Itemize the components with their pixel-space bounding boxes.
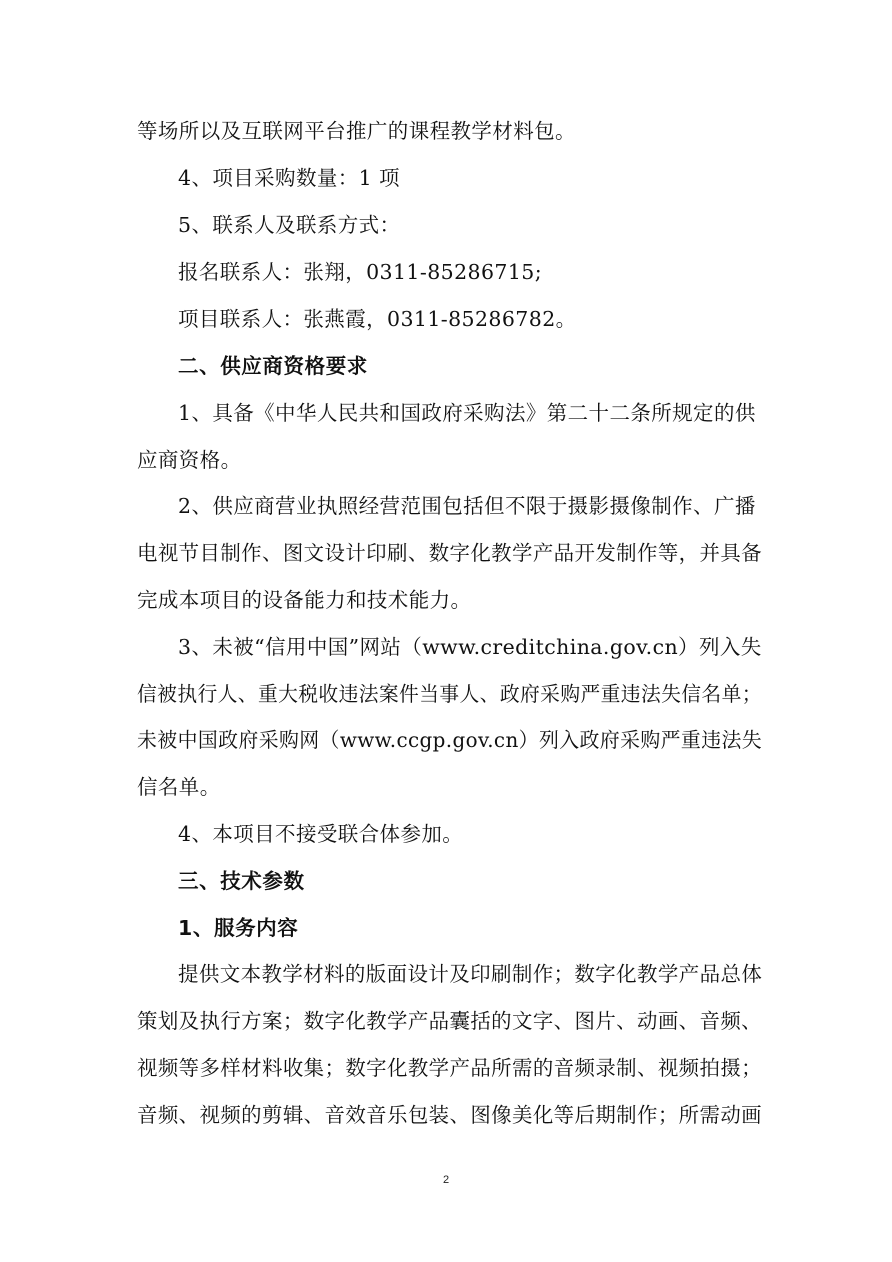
page-number: 2	[442, 1174, 450, 1186]
body-text-line: 等场所以及互联网平台推广的课程教学材料包。	[137, 119, 576, 143]
body-text-line: 电视节目制作、图文设计印刷、数字化教学产品开发制作等，并具备	[137, 541, 762, 565]
contact-line: 项目联系人：张燕霞，0311-85286782。	[178, 307, 577, 331]
body-text-line: 音频、视频的剪辑、音效音乐包装、图像美化等后期制作；所需动画	[137, 1103, 762, 1127]
body-text-line: 未被中国政府采购网（www.ccgp.gov.cn）列入政府采购严重违法失	[137, 728, 763, 752]
section-heading: 三、技术参数	[178, 869, 305, 893]
body-text-line: 信被执行人、重大税收违法案件当事人、政府采购严重违法失信名单；	[137, 682, 762, 706]
section-heading: 二、供应商资格要求	[178, 354, 368, 378]
body-text-line: 信名单。	[137, 775, 221, 799]
body-text-line: 完成本项目的设备能力和技术能力。	[137, 588, 472, 612]
body-text-line: 1、具备《中华人民共和国政府采购法》第二十二条所规定的供	[178, 401, 756, 425]
body-text-line: 应商资格。	[137, 448, 242, 472]
body-text-line: 提供文本教学材料的版面设计及印刷制作；数字化教学产品总体	[178, 962, 763, 986]
body-text-line: 视频等多样材料收集；数字化教学产品所需的音频录制、视频拍摄；	[137, 1056, 762, 1080]
contact-line: 报名联系人：张翔，0311-85286715;	[178, 260, 543, 284]
subsection-heading: 1、服务内容	[178, 916, 299, 940]
body-text-line: 2、供应商营业执照经营范围包括但不限于摄影摄像制作、广播	[178, 494, 756, 518]
body-text-line: 5、联系人及联系方式：	[178, 213, 401, 237]
body-text-line: 3、未被“信用中国”网站（www.creditchina.gov.cn）列入失	[178, 635, 762, 659]
body-text-line: 4、本项目不接受联合体参加。	[178, 822, 464, 846]
body-text-line: 4、项目采购数量：1 项	[178, 166, 400, 190]
body-text-line: 策划及执行方案；数字化教学产品囊括的文字、图片、动画、音频、	[137, 1009, 762, 1033]
